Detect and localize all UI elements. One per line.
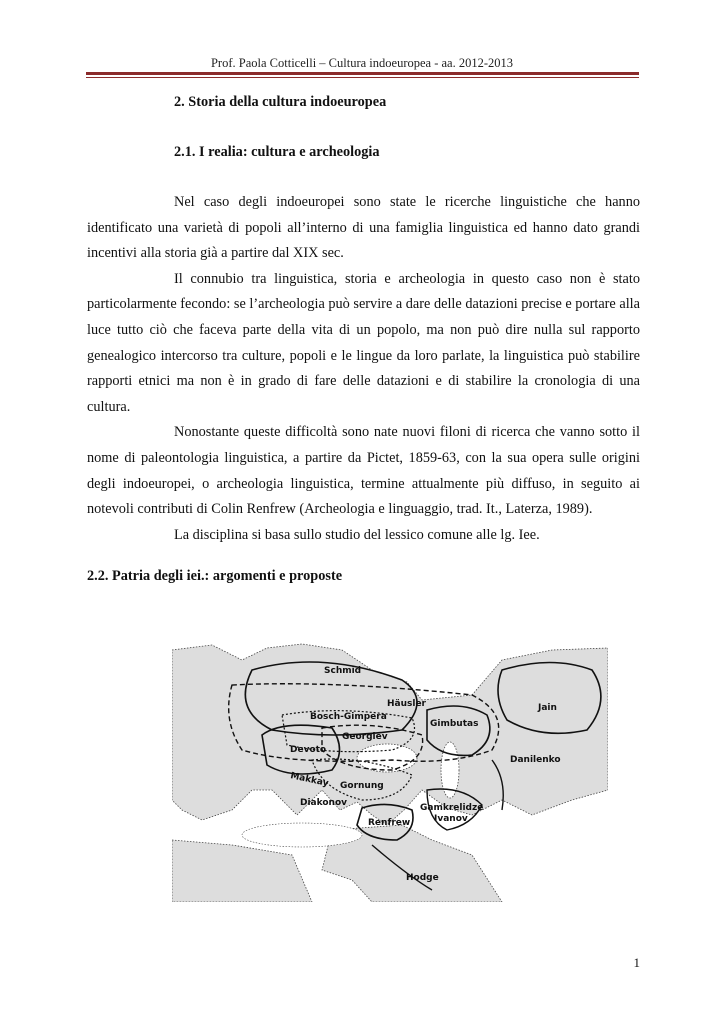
map-label-bosch-gimpera: Bosch-Gimpera: [310, 712, 387, 722]
subsection-title-patria: 2.2. Patria degli iei.: argomenti e proposte: [87, 568, 343, 584]
map-label-gornung: Gornung: [340, 781, 384, 791]
map-label-diakonov: Diakonov: [300, 798, 348, 808]
map-label-gamkrelidze: Gamkrelidze: [420, 803, 484, 813]
subsection-title-realia: 2.1. I realia: cultura e archeologia: [174, 144, 380, 160]
map-label-hodge: Hodge: [406, 873, 439, 883]
mediterranean: [242, 823, 362, 847]
homeland-proposals-map: [172, 640, 608, 902]
map-label-hausler: Häusler: [387, 699, 426, 709]
map-label-makkay: Makkay: [289, 771, 330, 789]
map-label-ivanov: Ivanov: [434, 814, 468, 824]
map-label-gimbutas: Gimbutas: [430, 719, 479, 729]
running-header: Prof. Paola Cotticelli – Cultura indoeuropea - aa. 2012-2013: [210, 56, 513, 70]
paragraph: Nel caso degli indoeuropei sono state le ricerche linguistiche che hanno identificato una varietà di popoli all’interno di una famiglia linguistica ed hanno dato grandi incentivi alla storia già a partire dal XIX sec.: [87, 194, 640, 262]
map-label-jain: Jain: [538, 703, 557, 713]
header-rule-thin: [86, 77, 639, 78]
map-label-georgiev: Georgiev: [342, 732, 388, 742]
map-label-devoto: Devoto: [290, 745, 327, 755]
map-label-schmid: Schmid: [324, 666, 362, 676]
section-title: 2. Storia della cultura indoeuropea: [174, 94, 387, 110]
paragraph: La disciplina si basa sullo studio del lessico comune alle lg. Iee.: [174, 526, 540, 543]
map-label-renfrew: Renfrew: [368, 818, 411, 828]
map-label-danilenko: Danilenko: [510, 755, 561, 765]
body-text: [87, 190, 640, 548]
page-number: 1: [633, 955, 640, 970]
paragraph: Nonostante queste difficoltà sono nate nuovi filoni di ricerca che vanno sotto il nome di paleontologia linguistica, a partire da Pictet, 1859-63, con la sua opera sulle origini degli indoeuropei, o archeologia linguistica, termine attualmente più diffuso, in seguito ai notevoli contributi di Colin Renfrew (Archeologia e linguaggio, trad. It., Laterza, 1989).: [87, 424, 640, 518]
header-rule-thick: [86, 72, 639, 75]
paragraph: Il connubio tra linguistica, storia e archeologia in questo caso non è stato particolarmente fecondo: se l’archeologia può servire a dare delle datazioni precise e portare alla luce tutto ciò che faceva parte della vita di un popolo, ma non può dire nulla sul rapporto genealogico intercorso tra culture, popoli e le lingue da loro parlate, la linguistica può stabilire rapporti etnici ma non è in grado di fare delle datazioni e di stabilire la cronologia di una cultura.: [87, 270, 640, 415]
